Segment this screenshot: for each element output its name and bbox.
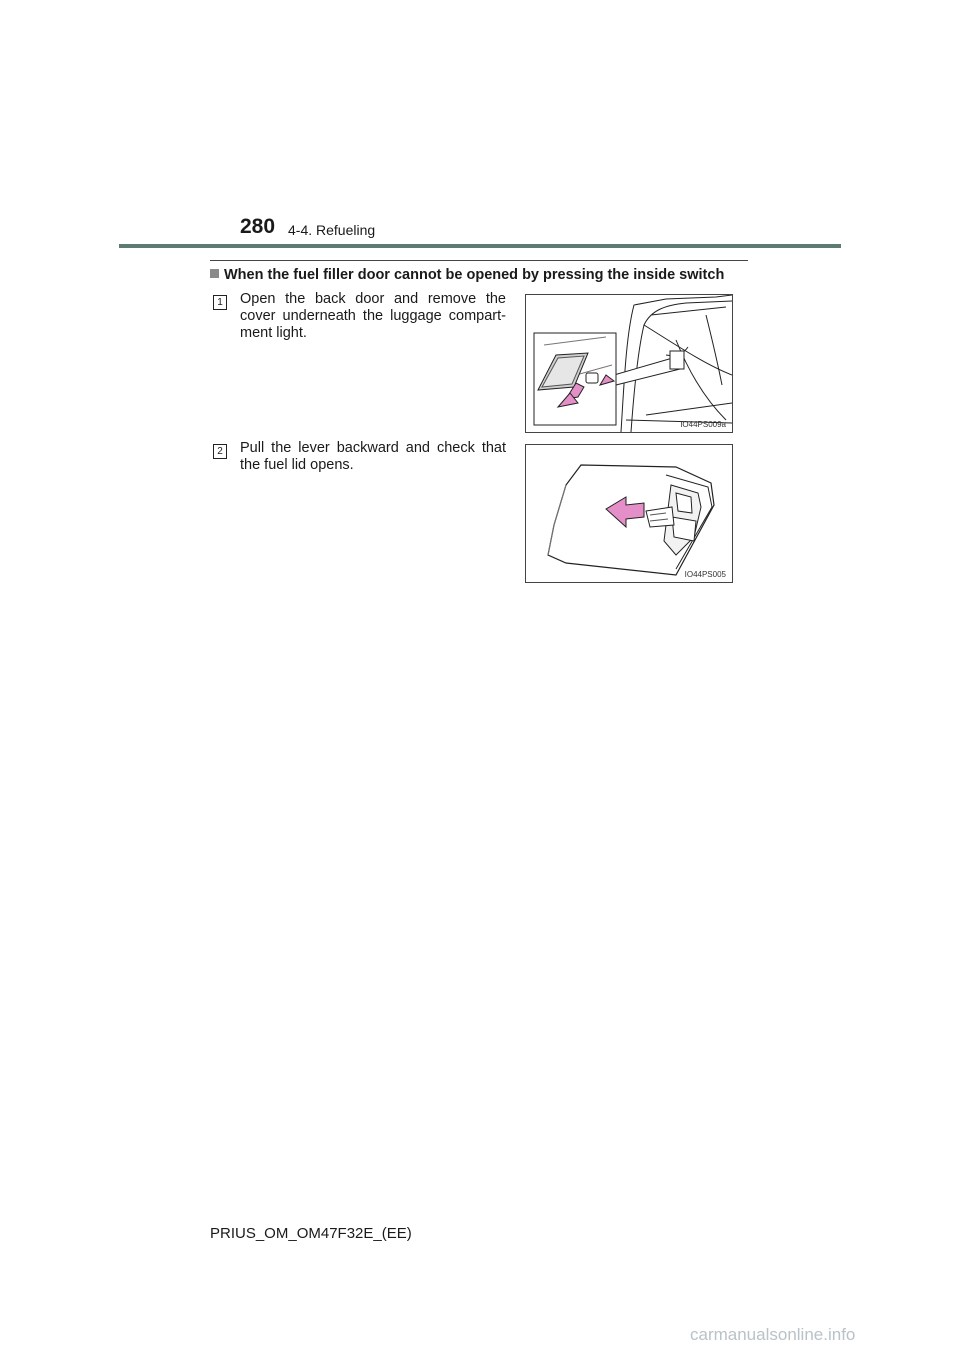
step-text-2: Pull the lever backward and check that the fuel lid opens. — [240, 440, 506, 473]
subheading — [210, 267, 724, 283]
luggage-compartment-illustration — [526, 295, 732, 432]
header-rule — [119, 244, 841, 248]
subheading-text: When the fuel filler door cannot be opened by pressing the inside switch — [224, 267, 725, 283]
clip-icon — [586, 373, 598, 383]
section-title: 4-4. Refueling — [288, 222, 376, 238]
step-text-1: Open the back door and remove the cover underneath the luggage compart-ment light. — [240, 291, 506, 341]
footer-doc-code: PRIUS_OM_OM47F32E_(EE) — [210, 1225, 412, 1242]
figure-fuel-lever — [525, 444, 733, 583]
subheading-rule — [210, 260, 748, 261]
figure-id: IO44PS009a — [680, 420, 726, 429]
step-number-2: 2 — [213, 444, 227, 459]
figure-id: IO44PS005 — [684, 570, 726, 579]
fuel-lid-lever-illustration — [526, 445, 732, 582]
lever-icon — [646, 507, 674, 527]
figure-remove-cover — [525, 294, 733, 433]
page-number: 280 — [240, 215, 276, 238]
square-bullet-icon — [210, 269, 219, 278]
step-number-1: 1 — [213, 295, 227, 310]
watermark: carmanualsonline.info — [690, 1325, 856, 1344]
